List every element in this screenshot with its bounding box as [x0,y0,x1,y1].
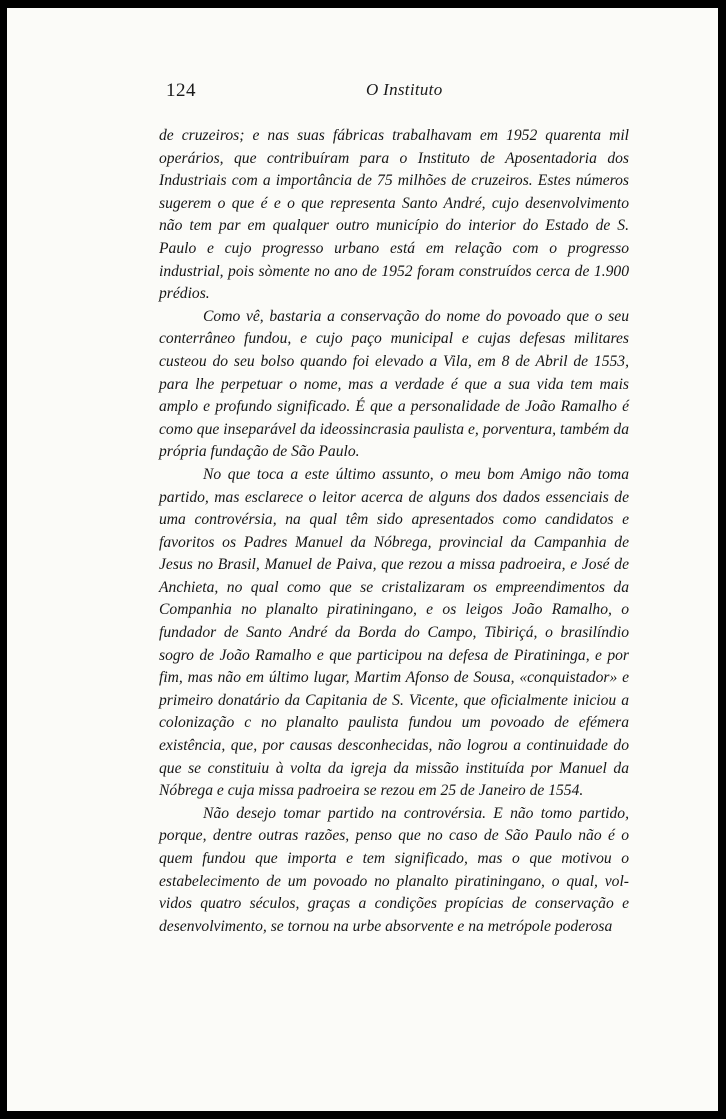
page-header [166,80,636,106]
paragraph: de cruzeiros; e nas suas fábricas trabalhavam em 1952 quarenta mil operários, que contribuíram para o Instituto de Aposentadoria dos Industriais com a importância de 75 milhões de cruzeiros. Estes números sugerem o que é e o que representa Santo André, cujo desenvolvimento não tem par em qualquer outro município do interior do Estado de S. Paulo e cujo progresso urbano está em relação com o progresso industrial, pois sòmente no ano de 1952 foram construídos cerca de 1.900 prédios. [159,127,629,303]
body-text [159,125,629,938]
paragraph: No que toca a este último assunto, o meu bom Amigo não toma partido, mas esclarece o leitor acerca de alguns dos dados essenciais de uma controvérsia, na qual têm sido apresentados como candidatos e favoritos os Padres Manuel da Nóbrega, provincial da Campanhia de Jesus no Brasil, Manuel de Paiva, que rezou a missa padroeira, e José de Anchieta, no qual como que se cristalizaram os empreendimentos da Companhia no planalto piratiningano, e os leigos João Ramalho, o fundador de Santo André da Borda do Campo, Tibiriçá, o brasilíndio sogro de João Ramalho e que participou na defesa de Piratininga, e por fim, mas não em último lugar, Martim Afonso de Sousa, «conquistador» e primeiro donatário da Capitania de S. Vicente, que oficialmente iniciou a colonização c no planalto paulista fundou um povoado de efémera existência, que, por causas desconhecidas, não logrou a continuidade do que se constituiu à volta da igreja da missão instituída por Manuel da Nóbrega e cuja missa padroeira se rezou em 25 de Janeiro de 1554. [159,465,629,800]
paragraph: Como vê, bastaria a conservação do nome do povoado que o seu conterrâneo fundou, e cujo paço municipal e cujas defesas militares custeou do seu bolso quando foi elevado a Vila, em 8 de Abril de 1553, para lhe perpetuar o nome, mas a verdade é que a sua vida tem mais amplo e profundo significado. É que a personalidade de João Ramalho é como que inseparável da ideossincrasia paulista e, porventura, também da própria fundação de São Paulo. [159,307,629,461]
running-title: O Instituto [366,80,443,99]
page-number: 124 [166,80,196,101]
paragraph: Não desejo tomar partido na controvérsia. E não tomo partido, porque, dentre outras razões, penso que no caso de São Paulo não é o quem fundou que importa e tem significado, mas o que motivou o estabelecimento de um povoado no planalto piratiningano, o qual, volvidos quatro séculos, graças a condições propícias de conservação e desenvolvimento, se tornou na urbe absorvente e na metrópole poderosa [159,804,629,935]
